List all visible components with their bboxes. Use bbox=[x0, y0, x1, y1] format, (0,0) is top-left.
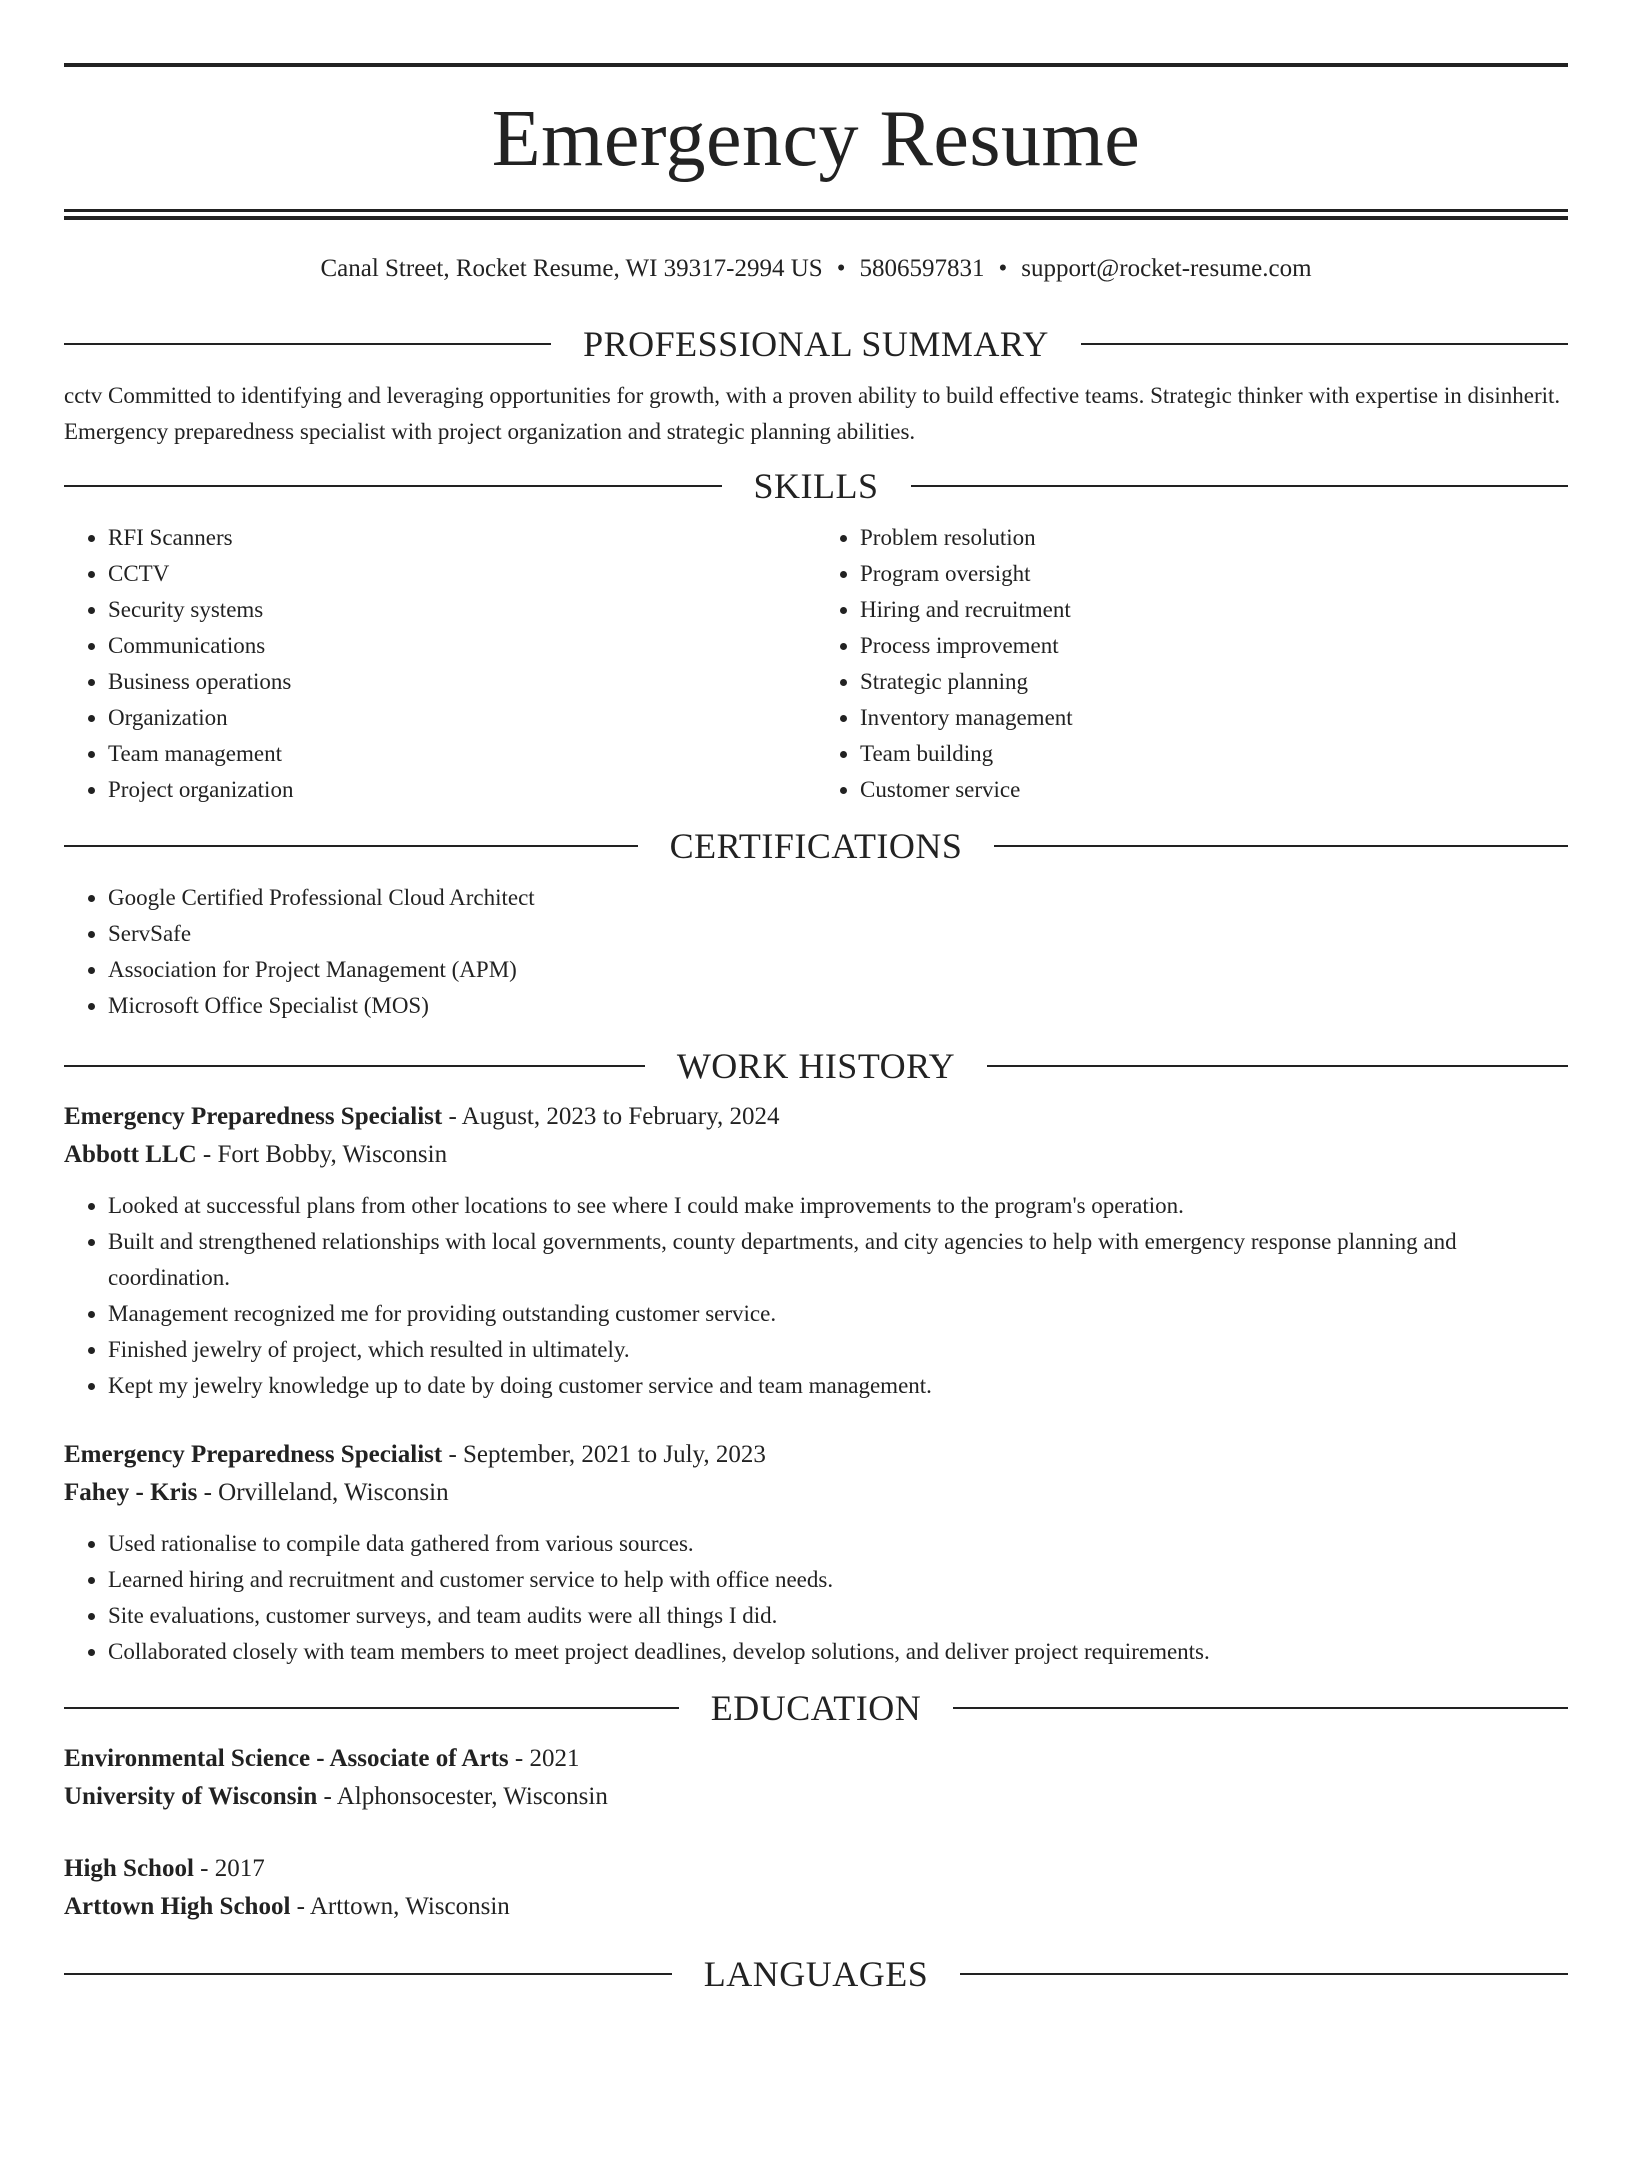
job-role-line bbox=[64, 1436, 1568, 1474]
section-title-education bbox=[64, 1690, 1568, 1726]
skill-item: • Process improvement bbox=[860, 628, 1568, 664]
skill-item: • Inventory management bbox=[860, 700, 1568, 736]
contact-email: support@rocket-resume.com bbox=[1021, 255, 1312, 282]
skill-item: • RFI Scanners bbox=[108, 520, 816, 556]
job-role: Emergency Preparedness Specialist bbox=[64, 1103, 443, 1130]
section-title-text: CERTIFICATIONS bbox=[669, 826, 963, 866]
job-bullet: • Used rationalise to compile data gathered from various sources. bbox=[108, 1526, 1568, 1562]
certification-item: • Association for Project Management (APM) bbox=[108, 952, 1568, 988]
top-rule bbox=[64, 63, 1568, 67]
contact-separator: • bbox=[836, 255, 846, 282]
education-year: - 2021 bbox=[508, 1745, 580, 1772]
education-location: - Alphonsocester, Wisconsin bbox=[317, 1783, 608, 1810]
job-bullet: • Looked at successful plans from other locations to see where I could make improvements to the program's operation. bbox=[108, 1188, 1568, 1224]
education-degree: High School bbox=[64, 1855, 194, 1882]
certification-item: • ServSafe bbox=[108, 916, 1568, 952]
education-school-line bbox=[64, 1888, 1568, 1926]
summary-text: cctv Committed to identifying and leveraging opportunities for growth, with a proven ability to build effective teams. Strategic thinker with expertise in disinherit. Emergency preparedness specialist with project organization and strategic planning abilities. bbox=[64, 383, 1561, 444]
job-company: Fahey - Kris bbox=[64, 1479, 198, 1506]
education-school-line bbox=[64, 1778, 1568, 1816]
job-company-line bbox=[64, 1474, 1568, 1512]
job-bullet: • Finished jewelry of project, which resulted in ultimately. bbox=[108, 1332, 1568, 1368]
skill-item: • Hiring and recruitment bbox=[860, 592, 1568, 628]
skill-item: • Project organization bbox=[108, 772, 816, 808]
resume-name: Emergency Resume bbox=[491, 95, 1141, 183]
job-bullet: • Management recognized me for providing outstanding customer service. bbox=[108, 1296, 1568, 1332]
job-role-line bbox=[64, 1098, 1568, 1136]
education-degree: Environmental Science - Associate of Arts bbox=[64, 1745, 509, 1772]
section-title-summary bbox=[64, 326, 1568, 362]
skill-item: • Customer service bbox=[860, 772, 1568, 808]
education-school: Arttown High School bbox=[64, 1893, 291, 1920]
job-bullets bbox=[64, 1526, 1568, 1670]
skill-item: • Program oversight bbox=[860, 556, 1568, 592]
contact-address: Canal Street, Rocket Resume, WI 39317-2994 US bbox=[320, 255, 823, 282]
job-dates: - August, 2023 to February, 2024 bbox=[442, 1103, 780, 1130]
skill-item: • Organization bbox=[108, 700, 816, 736]
job-bullet: • Kept my jewelry knowledge up to date by doing customer service and team management. bbox=[108, 1368, 1568, 1404]
job-location: - Fort Bobby, Wisconsin bbox=[196, 1141, 448, 1168]
section-title-languages bbox=[64, 1956, 1568, 1992]
skill-item: • Strategic planning bbox=[860, 664, 1568, 700]
double-rule bbox=[64, 209, 1568, 220]
job-bullets bbox=[64, 1188, 1568, 1404]
skill-item: • Communications bbox=[108, 628, 816, 664]
education-school: University of Wisconsin bbox=[64, 1783, 318, 1810]
skills-list bbox=[64, 520, 1568, 808]
education-entry bbox=[64, 1740, 1568, 1816]
contact-separator: • bbox=[998, 255, 1008, 282]
skills-column-left bbox=[64, 520, 816, 808]
education-year: - 2017 bbox=[193, 1855, 265, 1882]
job-role: Emergency Preparedness Specialist bbox=[64, 1441, 443, 1468]
section-title-certifications bbox=[64, 828, 1568, 864]
skill-item: • Business operations bbox=[108, 664, 816, 700]
job-company: Abbott LLC bbox=[64, 1141, 197, 1168]
skills-column-right bbox=[816, 520, 1568, 808]
skill-item: • Team management bbox=[108, 736, 816, 772]
section-title-text: SKILLS bbox=[753, 466, 879, 506]
education-degree-line bbox=[64, 1740, 1568, 1778]
job-dates: - September, 2021 to July, 2023 bbox=[442, 1441, 766, 1468]
skill-item: • CCTV bbox=[108, 556, 816, 592]
certification-item: • Microsoft Office Specialist (MOS) bbox=[108, 988, 1568, 1024]
resume-page bbox=[0, 63, 1632, 2175]
section-title-work-history bbox=[64, 1048, 1568, 1084]
job-bullet: • Site evaluations, customer surveys, and team audits were all things I did. bbox=[108, 1598, 1568, 1634]
skill-item: • Team building bbox=[860, 736, 1568, 772]
contact-line bbox=[64, 254, 1568, 284]
job-company-line bbox=[64, 1136, 1568, 1174]
contact-phone: 5806597831 bbox=[859, 255, 985, 282]
section-title-text: EDUCATION bbox=[710, 1688, 922, 1728]
section-title-text: PROFESSIONAL SUMMARY bbox=[583, 324, 1049, 364]
education-degree-line bbox=[64, 1850, 1568, 1888]
certification-item: • Google Certified Professional Cloud Architect bbox=[108, 880, 1568, 916]
education-location: - Arttown, Wisconsin bbox=[290, 1893, 510, 1920]
section-title-text: LANGUAGES bbox=[703, 1954, 929, 1994]
skill-item: • Problem resolution bbox=[860, 520, 1568, 556]
job-bullet: • Collaborated closely with team members to meet project deadlines, develop solutions, and deliver project requirements. bbox=[108, 1634, 1568, 1670]
job-bullet: • Learned hiring and recruitment and customer service to help with office needs. bbox=[108, 1562, 1568, 1598]
skill-item: • Security systems bbox=[108, 592, 816, 628]
job-entry bbox=[64, 1436, 1568, 1670]
section-title-text: WORK HISTORY bbox=[676, 1046, 956, 1086]
certifications-list bbox=[64, 880, 1568, 1024]
job-location: - Orvilleland, Wisconsin bbox=[197, 1479, 449, 1506]
education-entry bbox=[64, 1850, 1568, 1926]
job-bullet: • Built and strengthened relationships with local governments, county departments, and city agencies to help with emergency response planning and coordination. bbox=[108, 1224, 1568, 1296]
section-title-skills bbox=[64, 468, 1568, 504]
job-entry bbox=[64, 1098, 1568, 1404]
